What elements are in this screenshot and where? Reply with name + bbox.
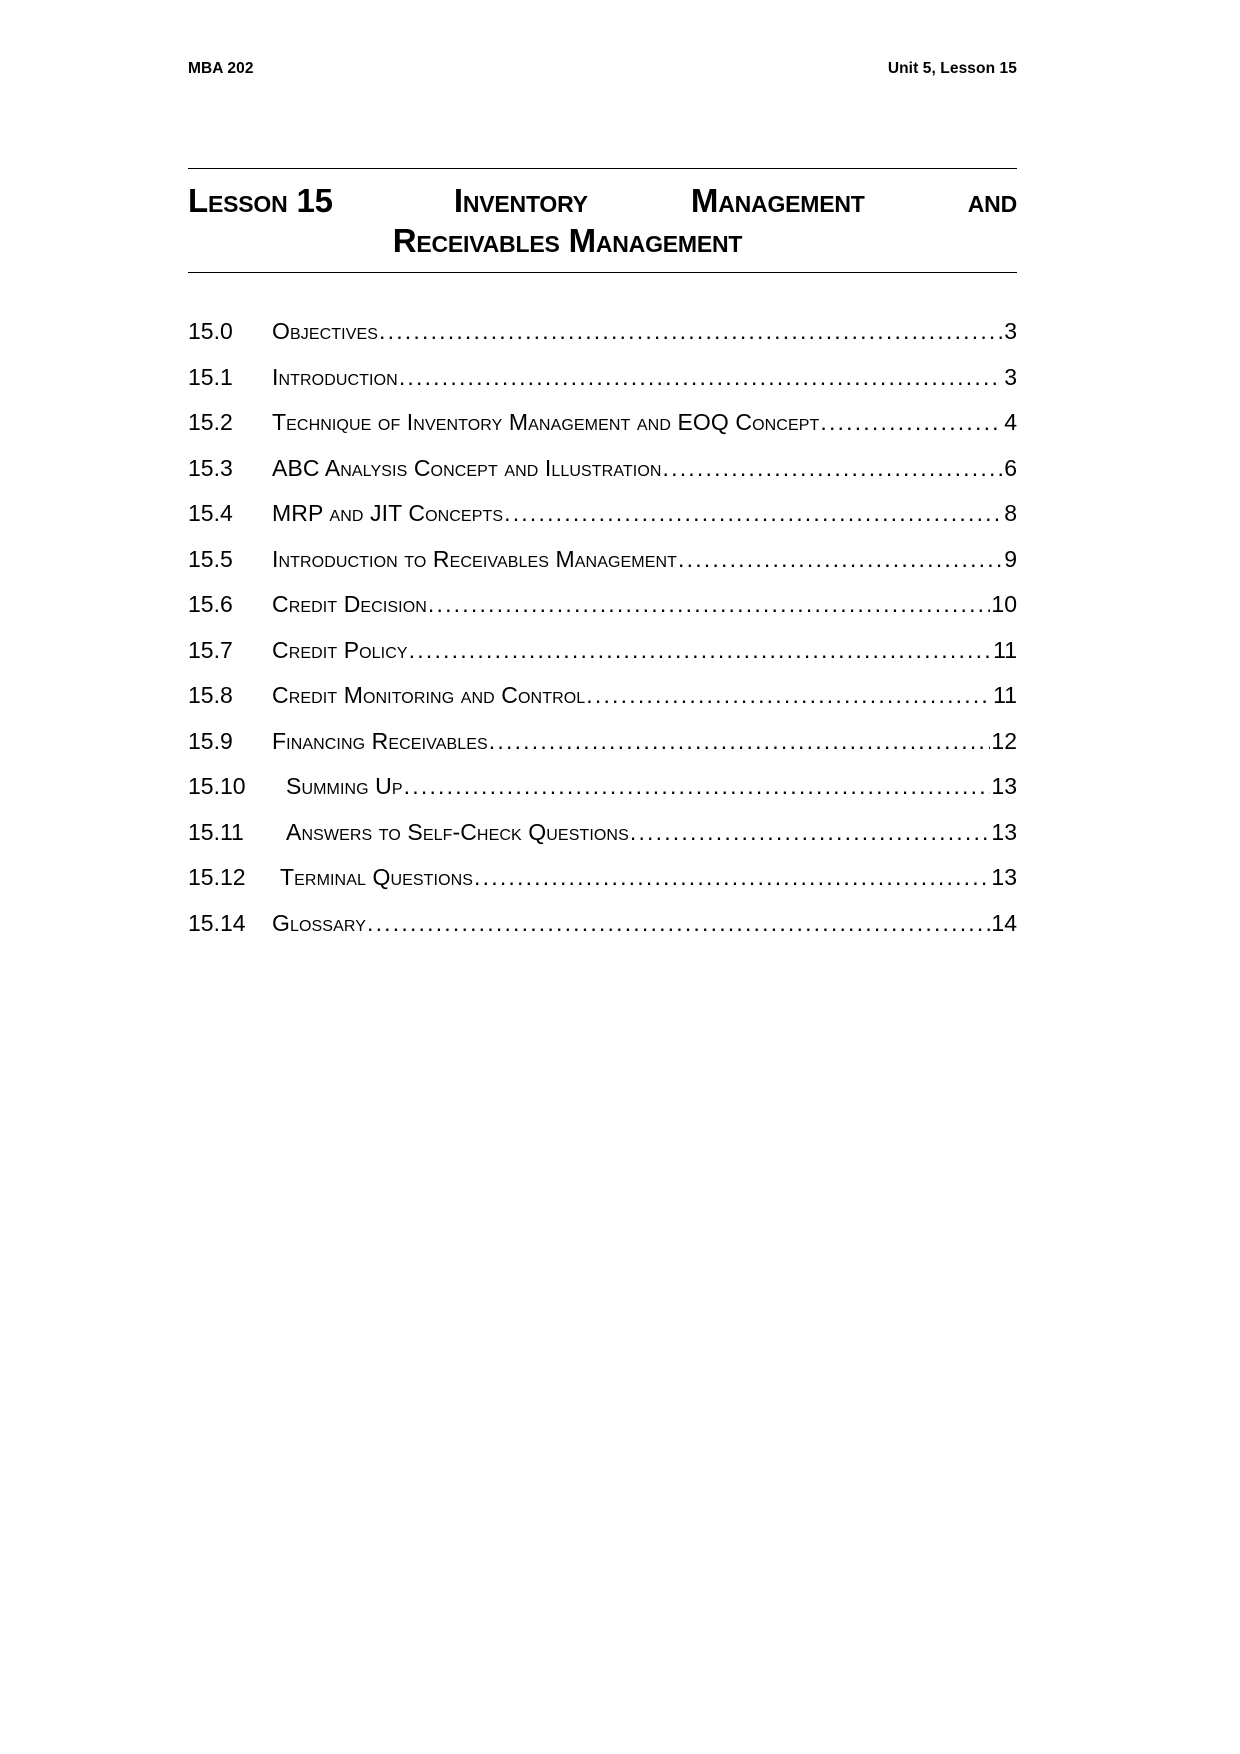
toc-entry[interactable] (188, 454, 1017, 503)
toc-entry-label: ABC Analysis Concept and Illustration (272, 454, 662, 481)
title-line-2 (188, 221, 1017, 261)
toc-entry-label: MRP and JIT Concepts (272, 500, 504, 526)
toc-entry[interactable] (188, 684, 1017, 730)
toc-entry-label: Summing Up (286, 773, 403, 799)
toc-entry[interactable] (188, 866, 1017, 912)
toc-entry-number: 15.10 (188, 773, 246, 799)
title-receivables-management: Receivables Management (392, 222, 743, 260)
toc-entry[interactable] (188, 818, 1017, 867)
toc-entry-number: 15.1 (188, 363, 233, 390)
toc-dot-leader (630, 821, 991, 844)
toc-entry-page: 4 (1004, 409, 1017, 435)
toc-entry-number: 15.7 (188, 636, 233, 663)
toc-entry-number: 15.9 (188, 727, 233, 754)
toc-entry-page: 3 (1004, 363, 1017, 390)
toc-entry-label: Credit Policy (272, 636, 408, 663)
toc-dot-leader (367, 912, 990, 935)
toc-entry-number: 15.4 (188, 500, 233, 526)
toc-dot-leader (663, 457, 1002, 480)
toc-entry-page: 6 (1004, 454, 1017, 481)
toc-dot-leader (474, 866, 990, 889)
header-course-code: MBA 202 (188, 60, 254, 77)
toc-entry-label: Answers to Self-Check Questions (286, 818, 629, 845)
toc-dot-leader (409, 639, 992, 662)
toc-entry-number: 15.12 (188, 864, 246, 890)
toc-entry-label: Introduction (272, 363, 398, 390)
toc-entry-number: 15.2 (188, 409, 233, 435)
toc-entry-label: Objectives (272, 318, 379, 344)
toc-entry-page: 3 (1004, 318, 1017, 344)
toc-entry-label: Technique of Inventory Management and EOQ Concept (272, 409, 820, 435)
toc-entry-number: 15.6 (188, 591, 233, 617)
lesson-number-label: Lesson 15 (188, 182, 333, 219)
toc-dot-leader (399, 366, 1002, 389)
toc-entry[interactable] (188, 727, 1017, 776)
toc-entry-page: 12 (991, 727, 1017, 754)
table-of-contents (188, 320, 1017, 957)
toc-entry-number: 15.3 (188, 454, 233, 481)
toc-entry-label: Introduction to Receivables Management (272, 545, 678, 572)
toc-entry[interactable] (188, 909, 1017, 958)
toc-entry-number: 15.5 (188, 545, 233, 572)
title-line-1 (188, 181, 1017, 221)
toc-dot-leader (820, 411, 1002, 434)
toc-dot-leader (428, 593, 991, 616)
toc-entry-label: Credit Monitoring and Control (272, 682, 586, 708)
toc-entry-page: 10 (991, 591, 1017, 617)
toc-entry[interactable] (188, 320, 1017, 366)
toc-entry-number: 15.8 (188, 682, 233, 708)
toc-entry[interactable] (188, 502, 1017, 548)
toc-entry-page: 9 (1004, 545, 1017, 572)
title-word-inventory: Inventory (453, 182, 588, 219)
toc-entry-label: Financing Receivables (272, 727, 488, 754)
toc-entry-label: Glossary (272, 909, 366, 936)
toc-entry[interactable] (188, 775, 1017, 821)
toc-entry-page: 13 (991, 818, 1017, 845)
toc-entry[interactable] (188, 593, 1017, 639)
toc-dot-leader (379, 320, 1002, 343)
toc-entry-number: 15.0 (188, 318, 233, 344)
toc-entry-number: 15.11 (188, 818, 244, 845)
toc-entry-page: 13 (991, 773, 1017, 799)
lesson-title-block (188, 168, 1017, 273)
toc-dot-leader (678, 548, 1002, 571)
toc-entry[interactable] (188, 363, 1017, 412)
toc-dot-leader (586, 684, 992, 707)
header-unit-lesson: Unit 5, Lesson 15 (887, 60, 1017, 77)
toc-entry-page: 11 (993, 682, 1017, 708)
toc-entry[interactable] (188, 545, 1017, 594)
toc-entry-label: Terminal Questions (280, 864, 474, 890)
toc-entry[interactable] (188, 411, 1017, 457)
toc-entry-page: 14 (991, 909, 1017, 936)
toc-entry-number: 15.14 (188, 909, 246, 936)
toc-entry-label: Credit Decision (272, 591, 427, 617)
running-header (188, 60, 1017, 78)
toc-entry[interactable] (188, 636, 1017, 685)
toc-dot-leader (489, 730, 991, 753)
title-word-and: and (967, 182, 1017, 219)
toc-entry-page: 8 (1004, 500, 1017, 526)
toc-dot-leader (404, 775, 991, 798)
toc-dot-leader (504, 502, 1002, 525)
toc-entry-page: 11 (993, 636, 1017, 663)
toc-entry-page: 13 (991, 864, 1017, 890)
title-word-management: Management (690, 182, 865, 219)
